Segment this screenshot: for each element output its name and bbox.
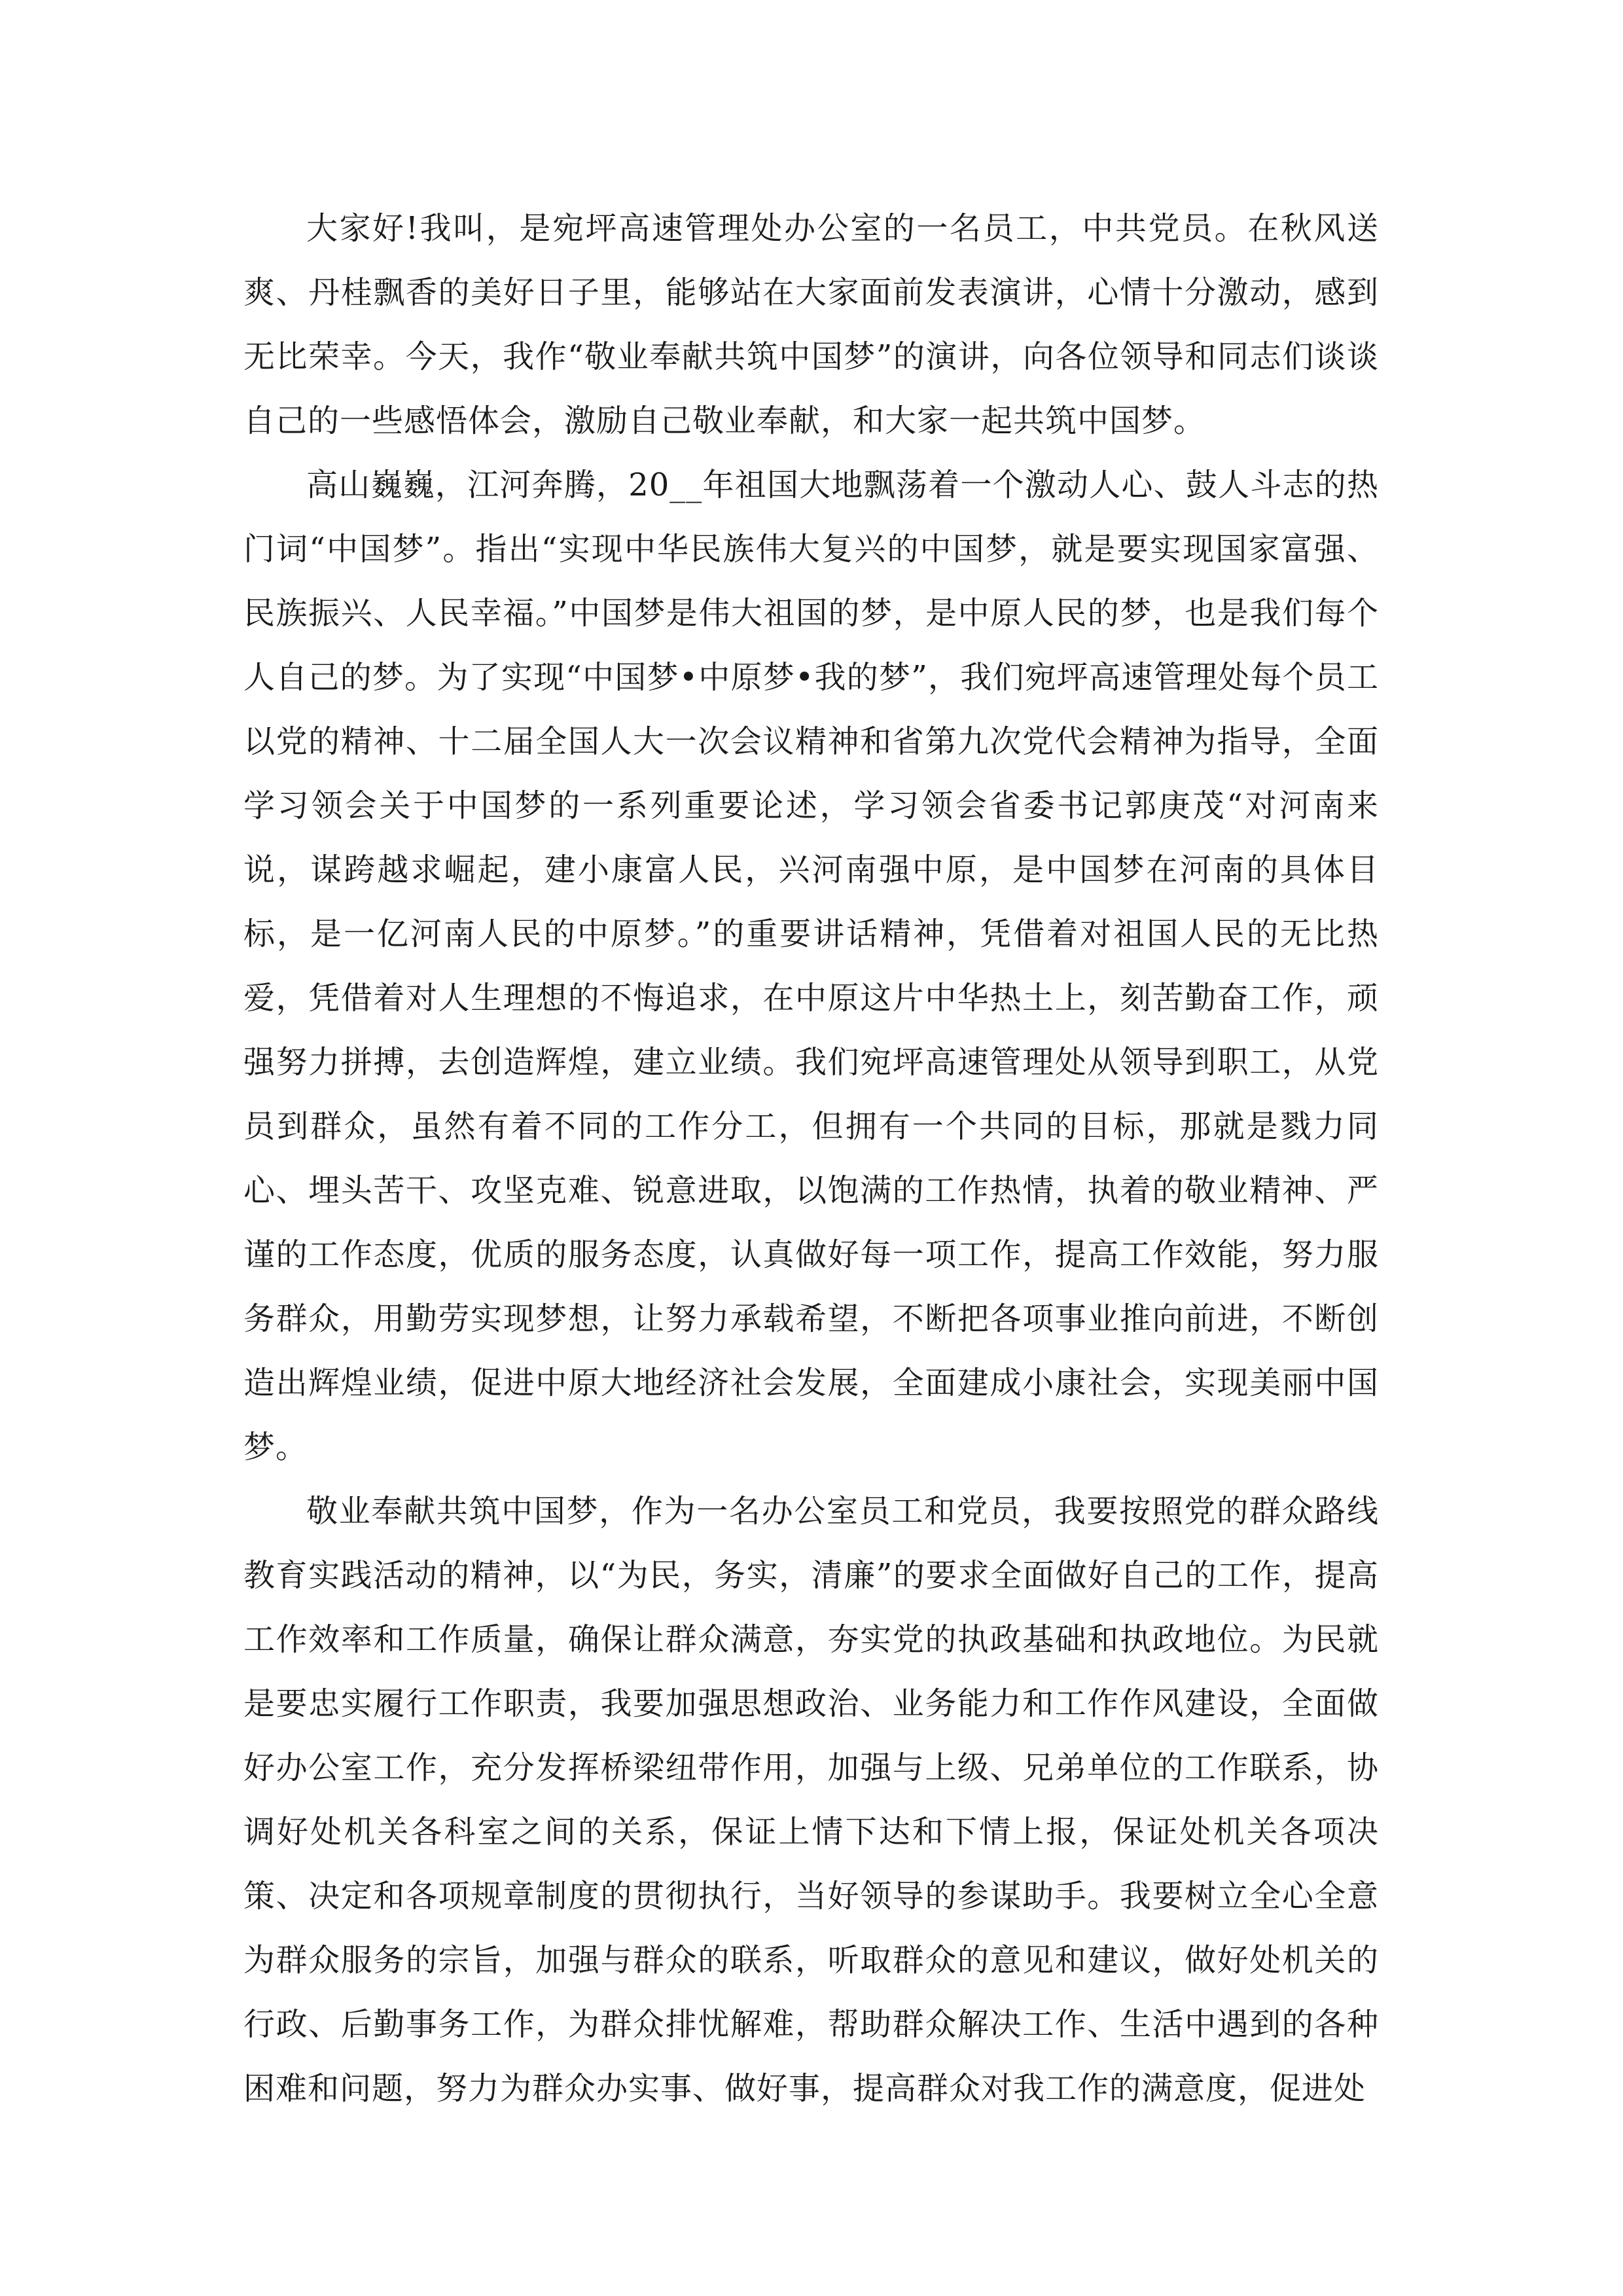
speech-body xyxy=(243,196,1379,2121)
paragraph-dedication: 敬业奉献共筑中国梦，作为一名办公室员工和党员，我要按照党的群众路线教育实践活动的精神，以“为民，务实，清廉”的要求全面做好自己的工作，提高工作效率和工作质量，确保让群众满意，夯实党的执政基础和执政地位。为民就是要忠实履行工作职责，我要加强思想政治、业务能力和工作作风建设，全面做好办公室工作，充分发挥桥梁纽带作用，加强与上级、兄弟单位的工作联系，协调好处机关各科室之间的关系，保证上情下达和下情上报，保证处机关各项决策、决定和各项规章制度的贯彻执行，当好领导的参谋助手。我要树立全心全意为群众服务的宗旨，加强与群众的联系，听取群众的意见和建议，做好处机关的行政、后勤事务工作，为群众排忧解难，帮助群众解决工作、生活中遇到的各种困难和问题，努力为群众办实事、做好事，提高群众对我工作的满意度，促进处 xyxy=(243,1493,1379,2107)
paragraph-intro: 大家好!我叫，是宛坪高速管理处办公室的一名员工，中共党员。在秋风送爽、丹桂飘香的美好日子里，能够站在大家面前发表演讲，心情十分激动，感到无比荣幸。今天，我作“敬业奉献共筑中国梦”的演讲，向各位领导和同志们谈谈自己的一些感悟体会，激励自己敬业奉献，和大家一起共筑中国梦。 xyxy=(243,210,1379,439)
paragraph-chinese-dream: 高山巍巍，江河奔腾，20__年祖国大地飘荡着一个激动人心、鼓人斗志的热门词“中国梦”。指出“实现中华民族伟大复兴的中国梦，就是要实现国家富强、民族振兴、人民幸福。”中国梦是伟大祖国的梦，是中原人民的梦，也是我们每个人自己的梦。为了实现“中国梦•中原梦•我的梦”，我们宛坪高速管理处每个员工以党的精神、十二届全国人大一次会议精神和省第九次党代会精神为指导，全面学习领会关于中国梦的一系列重要论述，学习领会省委书记郭庚茂“对河南来说，谋跨越求崛起，建小康富人民，兴河南强中原，是中国梦在河南的具体目标，是一亿河南人民的中原梦。”的重要讲话精神，凭借着对祖国人民的无比热爱，凭借着对人生理想的不悔追求，在中原这片中华热土上，刻苦勤奋工作，顽强努力拼搏，去创造辉煌，建立业绩。我们宛坪高速管理处从领导到职工，从党员到群众，虽然有着不同的工作分工，但拥有一个共同的目标，那就是戮力同心、埋头苦干、攻坚克难、锐意进取，以饱满的工作热情，执着的敬业精神、严谨的工作态度，优质的服务态度，认真做好每一项工作，提高工作效能，努力服务群众，用勤劳实现梦想，让努力承载希望，不断把各项事业推向前进，不断创造出辉煌业绩，促进中原大地经济社会发展，全面建成小康社会，实现美丽中国梦。 xyxy=(243,467,1379,1465)
